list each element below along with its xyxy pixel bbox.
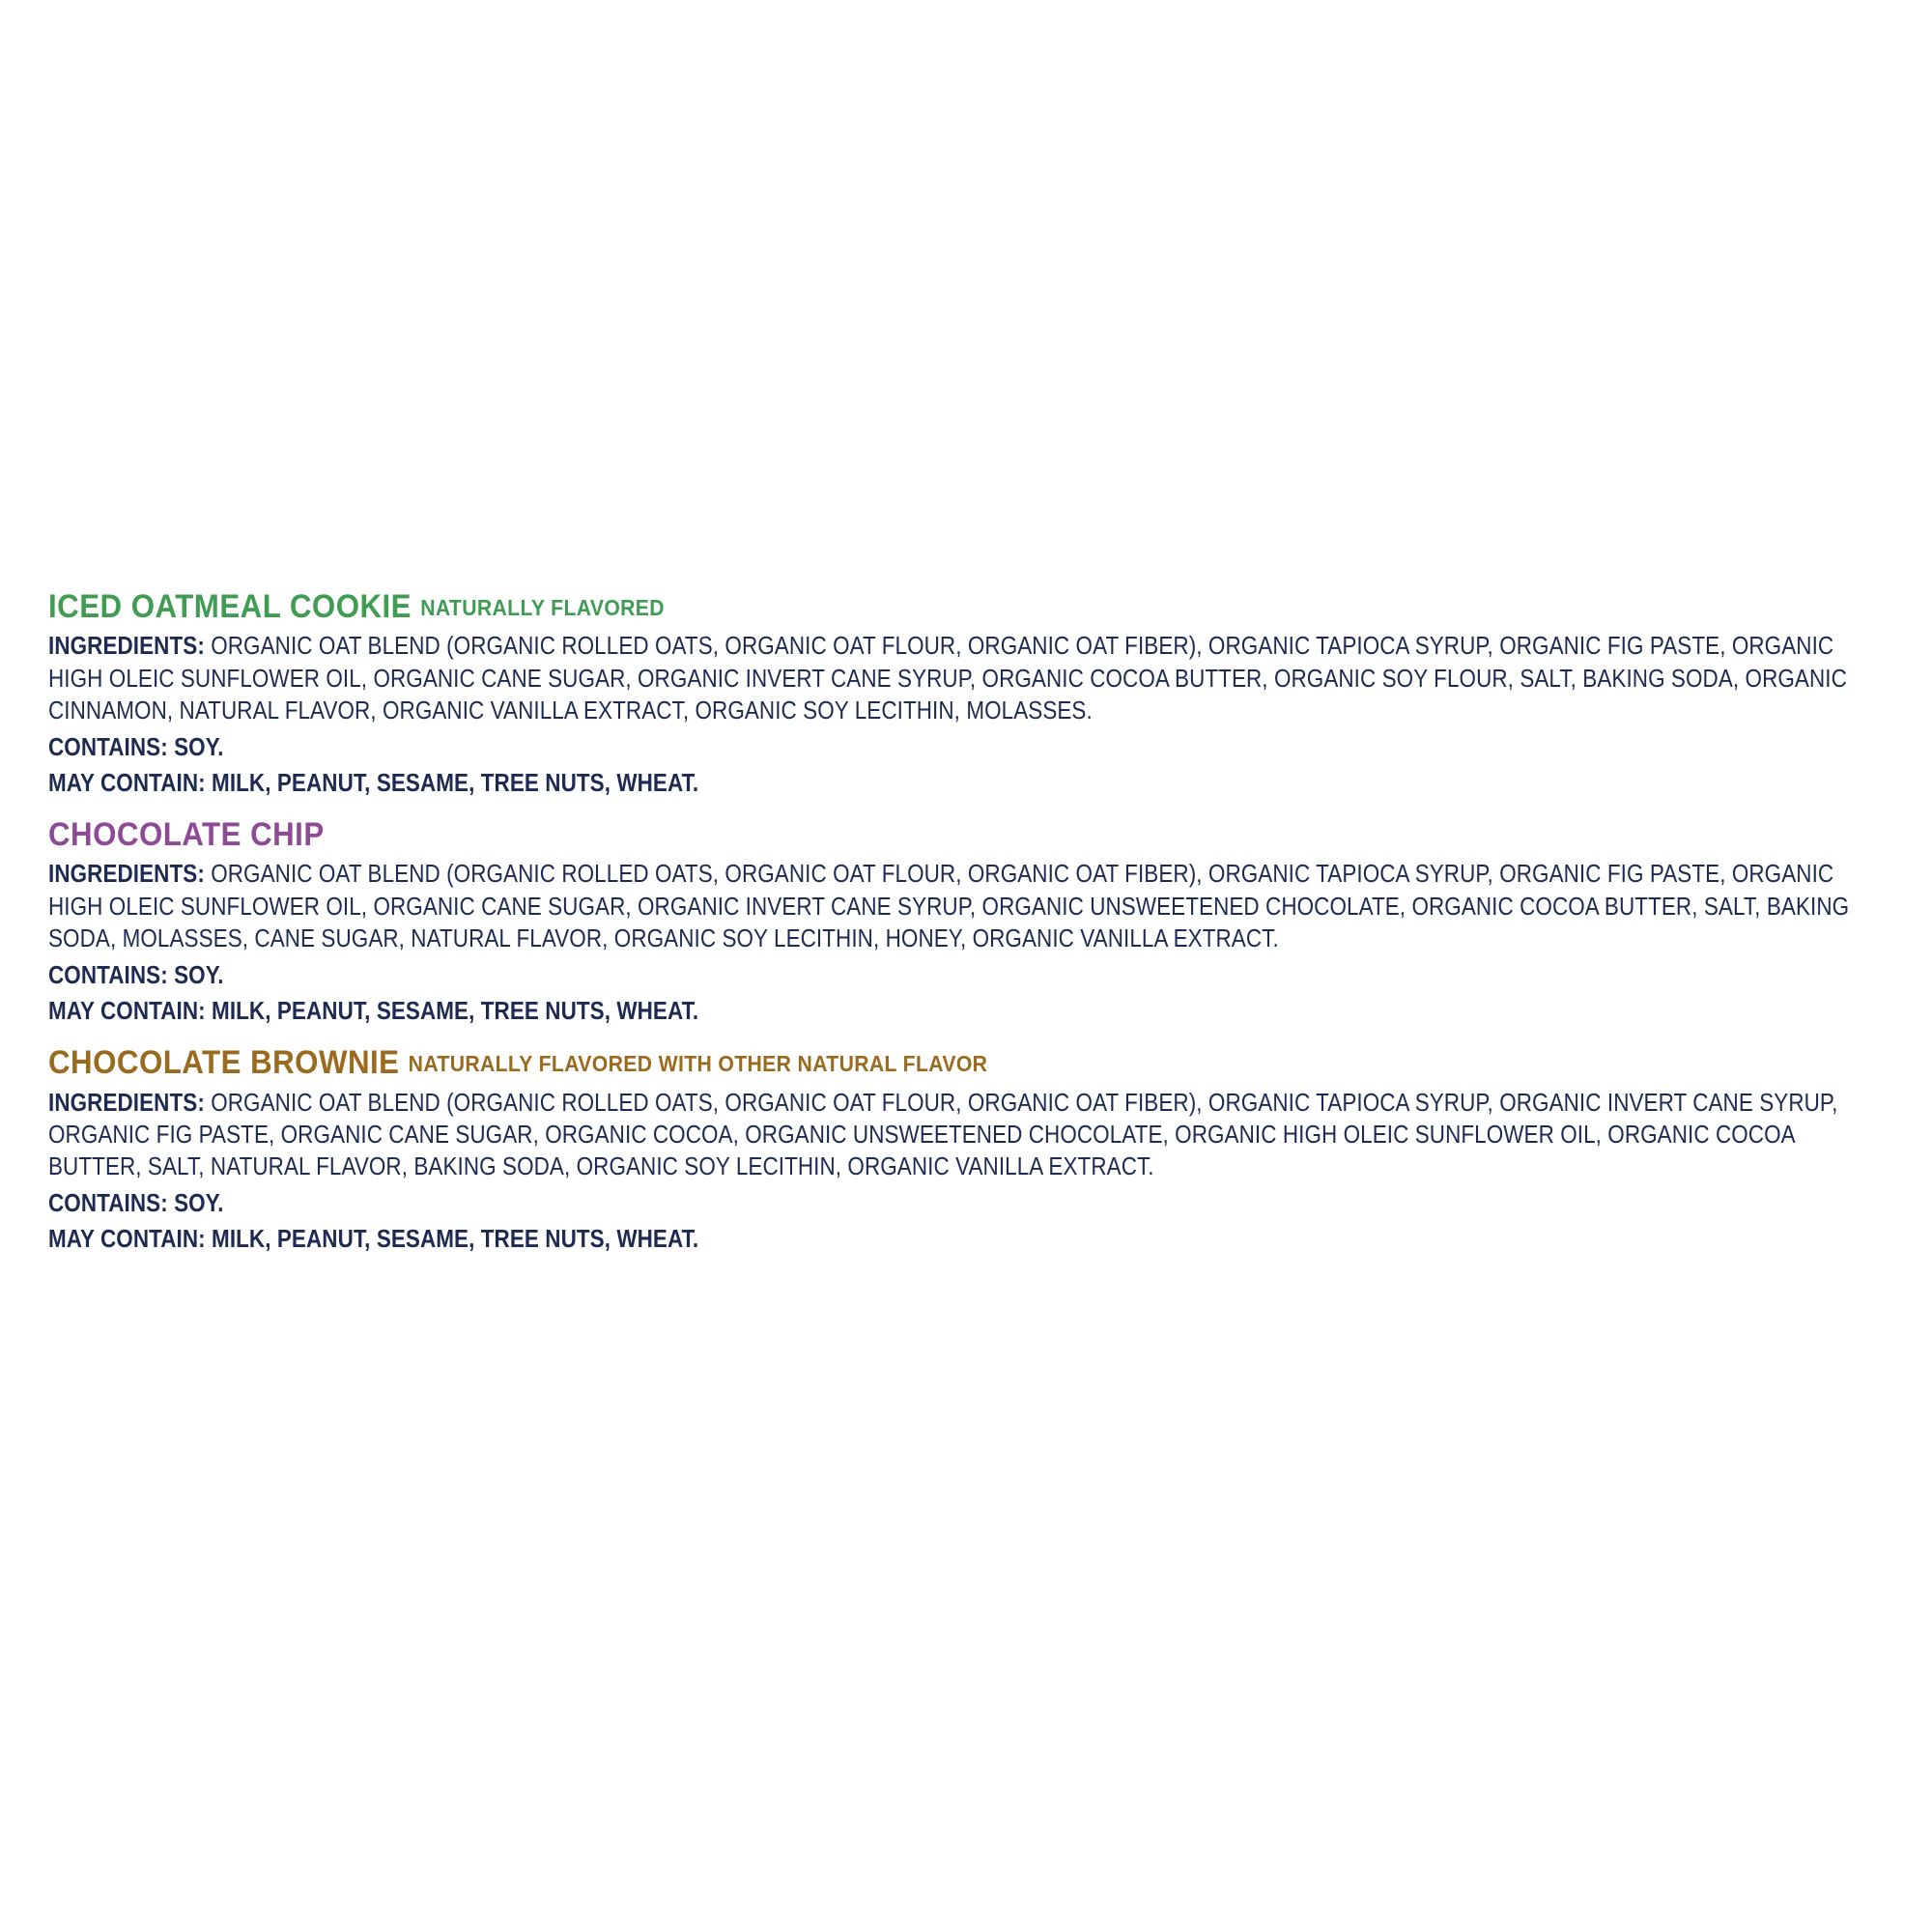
ingredients-label: INGREDIENTS:: [48, 633, 205, 661]
flavor-block-chocolate-chip: [48, 817, 1884, 1028]
flavor-heading: [48, 817, 1737, 853]
ingredients-label: INGREDIENTS:: [48, 1089, 205, 1117]
ingredients-text: ORGANIC OAT BLEND (ORGANIC ROLLED OATS, ORGANIC OAT FLOUR, ORGANIC OAT FIBER), ORGANIC TAPIOCA SYRUP, ORGANIC FIG PASTE, ORGANIC HIGH OLEIC SUNFLOWER OIL, ORGANIC CANE SUGAR, ORGANIC INVERT CANE SYRUP, ORGANIC COCOA BUTTER, ORGANIC SOY FLOUR, SALT, BAKING SODA, ORGANIC CINNAMON, NATURAL FLAVOR, ORGANIC VANILLA EXTRACT, ORGANIC SOY LECITHIN, MOLASSES.: [48, 633, 1847, 724]
ingredient-declaration-panel: [48, 589, 1884, 1273]
may-contain-statement: MAY CONTAIN: MILK, PEANUT, SESAME, TREE NUTS, WHEAT.: [48, 769, 699, 797]
ingredients-line: [48, 859, 1883, 954]
contains-statement: CONTAINS: SOY.: [48, 733, 224, 761]
flavor-heading: [48, 1045, 1737, 1081]
contains-statement: CONTAINS: SOY.: [48, 1190, 224, 1217]
contains-statement: CONTAINS: SOY.: [48, 961, 224, 989]
ingredients-text: ORGANIC OAT BLEND (ORGANIC ROLLED OATS, ORGANIC OAT FLOUR, ORGANIC OAT FIBER), ORGANIC TAPIOCA SYRUP, ORGANIC INVERT CANE SYRUP, ORGANIC FIG PASTE, ORGANIC CANE SUGAR, ORGANIC COCOA, ORGANIC UNSWEETENED CHOCOLATE, ORGANIC HIGH OLEIC SUNFLOWER OIL, ORGANIC COCOA BUTTER, SALT, NATURAL FLAVOR, BAKING SODA, ORGANIC SOY LECITHIN, ORGANIC VANILLA EXTRACT.: [48, 1089, 1838, 1180]
ingredients-line: [48, 631, 1883, 726]
ingredients-label: INGREDIENTS:: [48, 861, 205, 889]
flavor-block-chocolate-brownie: [48, 1045, 1884, 1256]
may-contain-statement: MAY CONTAIN: MILK, PEANUT, SESAME, TREE NUTS, WHEAT.: [48, 998, 699, 1026]
flavor-block-iced-oatmeal-cookie: [48, 589, 1884, 800]
ingredients-line: [48, 1088, 1883, 1183]
flavor-name: CHOCOLATE BROWNIE: [48, 1044, 400, 1082]
flavor-qualifier: NATURALLY FLAVORED: [420, 595, 665, 620]
ingredients-text: ORGANIC OAT BLEND (ORGANIC ROLLED OATS, ORGANIC OAT FLOUR, ORGANIC OAT FIBER), ORGANIC TAPIOCA SYRUP, ORGANIC FIG PASTE, ORGANIC HIGH OLEIC SUNFLOWER OIL, ORGANIC CANE SUGAR, ORGANIC INVERT CANE SYRUP, ORGANIC UNSWEETENED CHOCOLATE, ORGANIC COCOA BUTTER, SALT, BAKING SODA, MOLASSES, CANE SUGAR, NATURAL FLAVOR, ORGANIC SOY LECITHIN, HONEY, ORGANIC VANILLA EXTRACT.: [48, 861, 1850, 952]
flavor-name: ICED OATMEAL COOKIE: [48, 588, 412, 625]
flavor-qualifier: NATURALLY FLAVORED WITH OTHER NATURAL FLAVOR: [408, 1051, 988, 1077]
may-contain-statement: MAY CONTAIN: MILK, PEANUT, SESAME, TREE NUTS, WHEAT.: [48, 1226, 699, 1254]
flavor-name: CHOCOLATE CHIP: [48, 816, 325, 854]
flavor-heading: [48, 589, 1737, 625]
